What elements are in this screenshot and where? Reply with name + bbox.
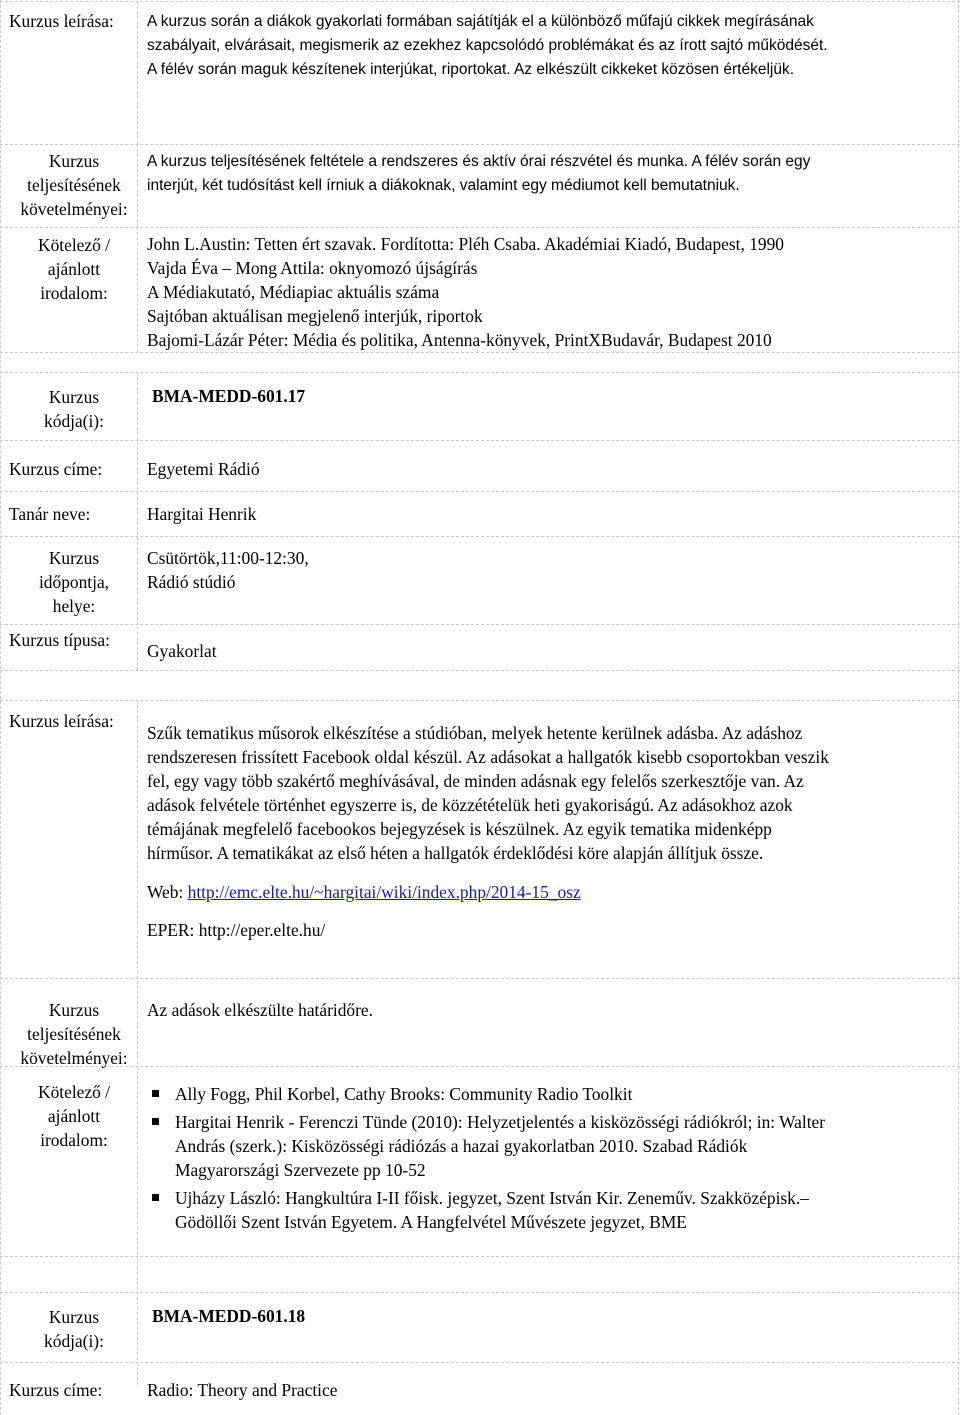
- course-description-label: Kurzus leírása:: [9, 711, 114, 731]
- table-border-left: [0, 0, 1, 1415]
- requirements-label: Kurzus teljesítésének követelményei:: [20, 151, 128, 219]
- course-title-label: Kurzus címe:: [9, 459, 103, 479]
- course-code: BMA-MEDD-601.18: [152, 1306, 306, 1326]
- literature-list: [147, 232, 957, 352]
- course-code-label: Kurzus kódja(i):: [44, 387, 104, 431]
- text-line: témájának megfelelő facebookos bejegyzések is készülnek. Az egyik tematika midenképp: [147, 819, 772, 839]
- square-bullet-icon: [152, 1118, 159, 1125]
- text-line: szabályait, elvárásait, megismerik az ezekhez kapcsolódó problémákat és az írott sajtó működését.: [147, 37, 828, 54]
- course-title-label: Kurzus címe:: [9, 1380, 103, 1400]
- literature-item: Vajda Éva – Mong Attila: oknyomozó újságírás: [147, 258, 478, 278]
- text-line: rendszeresen frissített Facebook oldal készül. Az adásokat a hallgatók kisebb csoportokban veszik: [147, 747, 829, 767]
- requirements-text: Az adások elkészülte határidőre.: [147, 1000, 373, 1020]
- text-line: fel, egy vagy több szakértő meghívásával, de minden adásnak egy felelős szerkesztője van. Az: [147, 771, 804, 791]
- text-line: adások felvétele történhet egyszerre is, de közzétételük heti gyakoriságú. Az adásokhoz azok: [147, 795, 793, 815]
- row-divider: [0, 1, 960, 2]
- row-divider: [0, 352, 960, 353]
- course-description-text: [147, 10, 957, 82]
- row-divider: [0, 536, 960, 537]
- course-type-label: Kurzus típusa:: [9, 630, 110, 650]
- course-title: Egyetemi Rádió: [147, 459, 260, 479]
- teacher-name-label: Tanár neve:: [9, 504, 91, 524]
- literature-item: John L.Austin: Tetten ért szavak. Fordította: Pléh Csaba. Akadémiai Kiadó, Budapest, 1990: [147, 234, 784, 254]
- literature-label: Kötelező / ajánlott irodalom:: [38, 1082, 110, 1150]
- course-title: Radio: Theory and Practice: [147, 1380, 338, 1400]
- row-divider: [0, 440, 960, 441]
- row-divider: [0, 670, 960, 671]
- row-divider: [0, 1292, 960, 1293]
- literature-item: Bajomi-Lázár Péter: Média és politika, Antenna-könyvek, PrintXBudavár, Budapest 2010: [147, 330, 772, 350]
- row-divider: [0, 227, 960, 228]
- square-bullet-icon: [152, 1194, 159, 1201]
- requirements-label: Kurzus teljesítésének követelményei:: [20, 1000, 128, 1068]
- time-place-label: Kurzus időpontja, helye:: [38, 548, 110, 616]
- row-divider: [0, 372, 960, 373]
- row-divider: [0, 624, 960, 625]
- literature-item: Ujházy László: Hangkultúra I-II főisk. jegyzet, Szent István Kir. Zeneműv. Szakközépisk.– Gödöllői Szent István Egyetem. A Hangfelvétel Művészete jegyzet, BME: [147, 1186, 957, 1234]
- literature-item: A Médiakutató, Médiapiac aktuális száma: [147, 282, 440, 302]
- text-line: A félév során maguk készítenek interjúkat, riportokat. Az elkészült cikkeket közösen értékeljük.: [147, 61, 795, 78]
- literature-item: Sajtóban aktuálisan megjelenő interjúk, riportok: [147, 306, 483, 326]
- square-bullet-icon: [152, 1090, 159, 1097]
- teacher-name: Hargitai Henrik: [147, 504, 257, 524]
- course-code-label: Kurzus kódja(i):: [44, 1307, 104, 1351]
- text-line: interjút, két tudósítást kell írniuk a diákoknak, valamint egy médiumot kell bemutatniuk.: [147, 177, 740, 194]
- row-divider: [0, 978, 960, 979]
- text-line: Szűk tematikus műsorok elkészítése a stúdióban, melyek hetente kerülnek adásba. Az adáshoz: [147, 723, 803, 743]
- row-divider: [0, 1066, 960, 1067]
- course-wiki-link[interactable]: http://emc.elte.hu/~hargitai/wiki/index.php/2014-15_osz: [187, 882, 581, 902]
- course-description-label: Kurzus leírása:: [9, 11, 114, 31]
- requirements-text: [147, 150, 957, 198]
- text-line: A kurzus teljesítésének feltétele a rendszeres és aktív órai részvétel és munka. A félév során egy: [147, 153, 811, 170]
- literature-label: Kötelező / ajánlott irodalom:: [38, 235, 110, 303]
- course-description-text: [147, 721, 957, 942]
- row-divider: [0, 700, 960, 701]
- text-line: A kurzus során a diákok gyakorlati formában sajátítják el a különböző műfajú cikkek megírásának: [147, 13, 814, 30]
- text-line: hírműsor. A tematikákat az első héten a hallgatók érdeklődési köre alapján állítjuk össze.: [147, 843, 764, 863]
- text-line: Csütörtök,11:00-12:30,: [147, 548, 309, 568]
- row-divider: [0, 144, 960, 145]
- course-code: BMA-MEDD-601.17: [152, 386, 306, 406]
- time-place: [147, 546, 957, 594]
- literature-item: Ally Fogg, Phil Korbel, Cathy Brooks: Community Radio Toolkit: [147, 1082, 957, 1106]
- row-divider: [0, 1362, 960, 1363]
- literature-item: Hargitai Henrik - Ferenczi Tünde (2010): Helyzetjelentés a kisközösségi rádiókról; in: Walter András (szerk.): Kisközösségi rádiózás a hazai gyakorlatban 2010. Szabad Rádiók Magyarországi Szervezete pp 10-52: [147, 1110, 957, 1182]
- table-border-right: [958, 0, 959, 1415]
- row-divider: [0, 1256, 960, 1257]
- text-line: Rádió stúdió: [147, 572, 236, 592]
- row-divider: [0, 491, 960, 492]
- literature-list: [147, 1082, 957, 1234]
- course-type: Gyakorlat: [147, 641, 217, 661]
- eper-line: EPER: http://eper.elte.hu/: [147, 920, 326, 940]
- web-line: Web: http://emc.elte.hu/~hargitai/wiki/index.php/2014-15_osz: [147, 882, 581, 902]
